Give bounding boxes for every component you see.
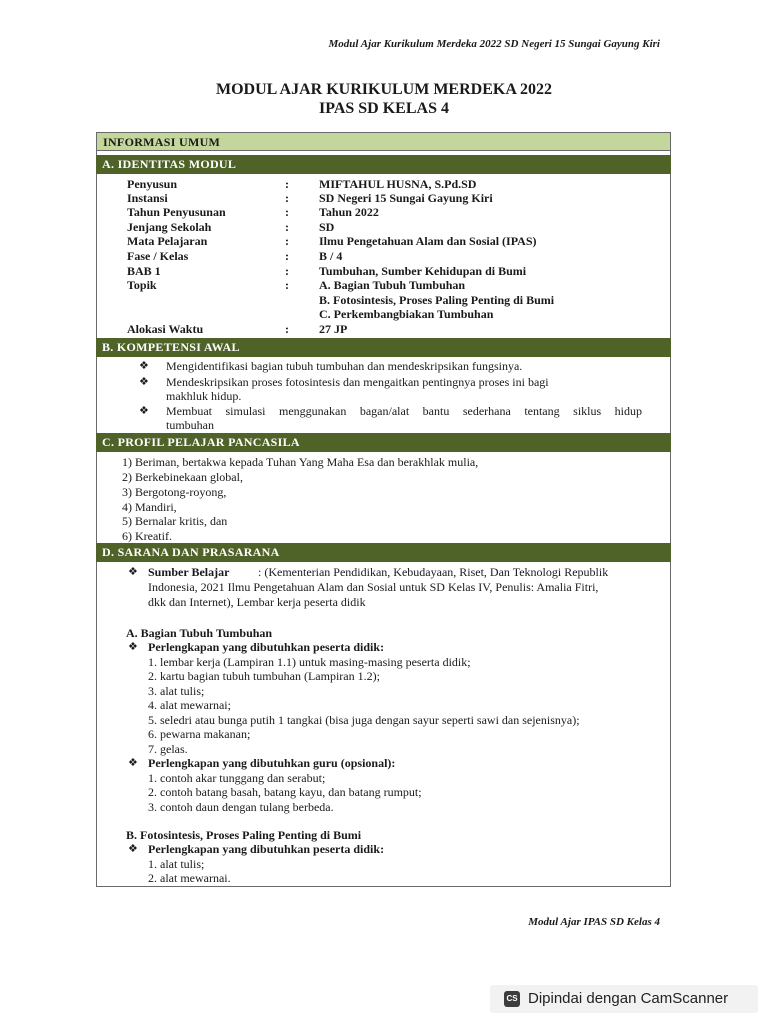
title-line-2: IPAS SD KELAS 4 (319, 100, 449, 117)
list-item: 2. alat mewarnai. (148, 871, 231, 885)
list-item: 2. kartu bagian tubuh tumbuhan (Lampiran 1.2); (148, 669, 380, 683)
colon: : (285, 322, 289, 336)
section-b-bar: B. KOMPETENSI AWAL (96, 338, 671, 357)
list-item: 1. contoh akar tunggang dan serabut; (148, 771, 326, 785)
profil-item: 3) Bergotong-royong, (122, 485, 227, 499)
colon: : (285, 191, 289, 205)
identitas-value: B / 4 (319, 249, 343, 263)
identitas-value: A. Bagian Tubuh Tumbuhan (319, 278, 466, 292)
perlengkapan-guru-label: Perlengkapan yang dibutuhkan guru (opsional): (148, 756, 396, 770)
list-item: 6. pewarna makanan; (148, 727, 251, 741)
identitas-value: SD (319, 220, 335, 234)
diamond-bullet-icon: ❖ (139, 376, 149, 388)
camscanner-text: Dipindai dengan CamScanner (528, 990, 729, 1007)
diamond-bullet-icon: ❖ (128, 757, 138, 769)
list-item: 5. seledri atau bunga putih 1 tangkai (bisa juga dengan sayur seperti sawi dan sejenisnya); (148, 713, 580, 727)
list-item: 1. alat tulis; (148, 857, 205, 871)
diamond-bullet-icon: ❖ (139, 405, 149, 417)
identitas-value: Ilmu Pengetahuan Alam dan Sosial (IPAS) (319, 234, 537, 248)
camscanner-watermark (490, 985, 758, 1013)
page-footer: Modul Ajar IPAS SD Kelas 4 (528, 916, 660, 928)
identitas-value: SD Negeri 15 Sungai Gayung Kiri (319, 191, 493, 205)
alokasi-value: 27 JP (319, 322, 348, 336)
colon: : (285, 249, 289, 263)
section-d-bar: D. SARANA DAN PRASARANA (96, 543, 671, 562)
identitas-label: Penyusun (127, 177, 178, 191)
perlengkapan-siswa-label: Perlengkapan yang dibutuhkan peserta didik: (148, 640, 385, 654)
topik-extra: B. Fotosintesis, Proses Paling Penting di Bumi (319, 293, 555, 307)
running-header: Modul Ajar Kurikulum Merdeka 2022 SD Negeri 15 Sungai Gayung Kiri (328, 38, 660, 50)
list-item: 1. lembar kerja (Lampiran 1.1) untuk masing-masing peserta didik; (148, 655, 471, 669)
diamond-bullet-icon: ❖ (139, 360, 149, 372)
kompetensi-item-cont: makhluk hidup. (166, 389, 242, 403)
colon: : (285, 264, 289, 278)
profil-item: 1) Beriman, bertakwa kepada Tuhan Yang Maha Esa dan berakhlak mulia, (122, 455, 479, 469)
kompetensi-item: Mendeskripsikan proses fotosintesis dan mengaitkan pentingnya proses ini bagi (166, 375, 549, 389)
subheading-a: A. Bagian Tubuh Tumbuhan (126, 626, 273, 640)
colon: : (285, 220, 289, 234)
sumber-text: dkk dan Internet), Lembar kerja peserta didik (148, 595, 366, 609)
info-umum-bar: INFORMASI UMUM (96, 132, 671, 151)
list-item: 4. alat mewarnai; (148, 698, 231, 712)
perlengkapan-siswa-label: Perlengkapan yang dibutuhkan peserta didik: (148, 842, 385, 856)
colon: : (285, 278, 289, 292)
identitas-value: Tumbuhan, Sumber Kehidupan di Bumi (319, 264, 527, 278)
sumber-label: Sumber Belajar (148, 565, 230, 579)
identitas-label: Instansi (127, 191, 168, 205)
camscanner-logo-icon: CS (504, 991, 520, 1007)
identitas-label: BAB 1 (127, 264, 161, 278)
diamond-bullet-icon: ❖ (128, 566, 138, 578)
kompetensi-item-cont: tumbuhan (166, 418, 214, 432)
identitas-label: Mata Pelajaran (127, 234, 208, 248)
title-line-1: MODUL AJAR KURIKULUM MERDEKA 2022 (215, 81, 552, 98)
list-item: 3. contoh daun dengan tulang berbeda. (148, 800, 334, 814)
document-title (0, 80, 768, 118)
list-item: 3. alat tulis; (148, 684, 205, 698)
identitas-value: Tahun 2022 (319, 205, 379, 219)
identitas-value: MIFTAHUL HUSNA, S.Pd.SD (319, 177, 477, 191)
topik-extra: C. Perkembangbiakan Tumbuhan (319, 307, 494, 321)
section-c-bar: C. PROFIL PELAJAR PANCASILA (96, 433, 671, 452)
identitas-label: Jenjang Sekolah (127, 220, 212, 234)
profil-item: 2) Berkebinekaan global, (122, 470, 243, 484)
identitas-label: Tahun Penyusunan (127, 205, 226, 219)
profil-item: 4) Mandiri, (122, 500, 177, 514)
profil-item: 5) Bernalar kritis, dan (122, 514, 228, 528)
colon: : (285, 234, 289, 248)
subheading-b: B. Fotosintesis, Proses Paling Penting di Bumi (126, 828, 362, 842)
section-a-bar: A. IDENTITAS MODUL (96, 155, 671, 174)
kompetensi-item: Membuat simulasi menggunakan bagan/alat bantu sederhana tentang siklus hidup (166, 404, 642, 418)
diamond-bullet-icon: ❖ (128, 843, 138, 855)
list-item: 2. contoh batang basah, batang kayu, dan batang rumput; (148, 785, 422, 799)
sumber-text: Indonesia, 2021 Ilmu Pengetahuan Alam dan Sosial untuk SD Kelas IV, Penulis: Amalia Fitri, (148, 580, 599, 594)
list-item: 7. gelas. (148, 742, 188, 756)
alokasi-label: Alokasi Waktu (127, 322, 204, 336)
kompetensi-item: Mengidentifikasi bagian tubuh tumbuhan dan mendeskripsikan fungsinya. (166, 359, 523, 373)
diamond-bullet-icon: ❖ (128, 641, 138, 653)
colon: : (285, 205, 289, 219)
identitas-label: Topik (127, 278, 157, 292)
sumber-text: : (Kementerian Pendidikan, Kebudayaan, Riset, Dan Teknologi Republik (258, 565, 609, 579)
colon: : (285, 177, 289, 191)
identitas-label: Fase / Kelas (127, 249, 189, 263)
profil-item: 6) Kreatif. (122, 529, 172, 543)
